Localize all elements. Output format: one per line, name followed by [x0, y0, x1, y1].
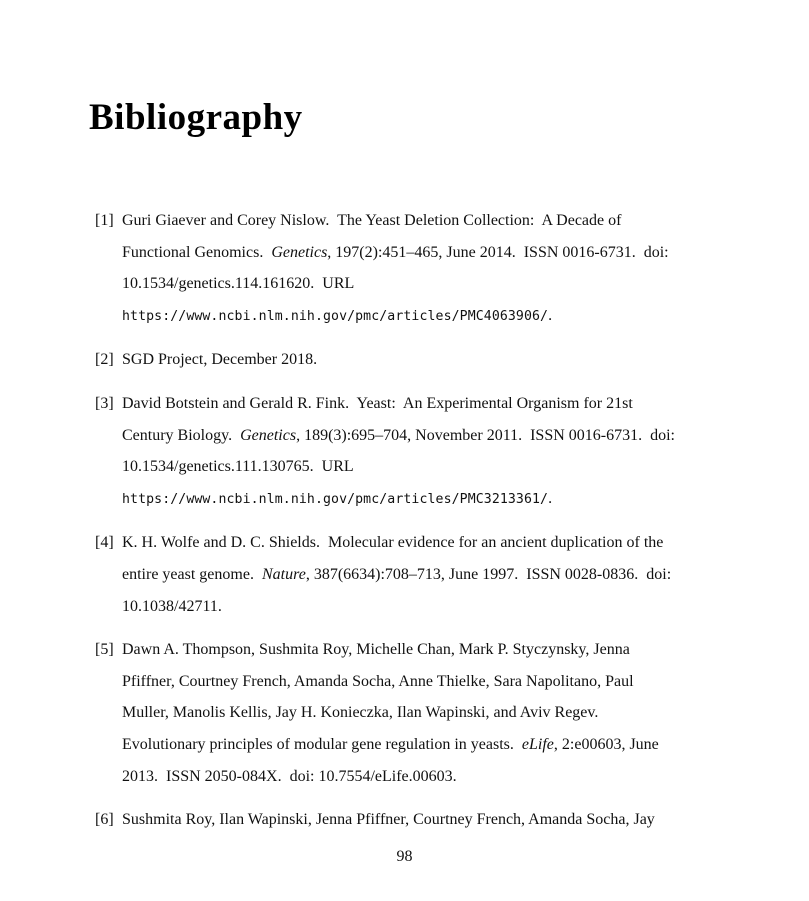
reference-text: .: [548, 489, 553, 507]
reference-text: Sushmita Roy, Ilan Wapinski, Jenna Pfiffner, Courtney French, Amanda Socha, Jay: [122, 811, 655, 829]
reference-line: [122, 634, 755, 666]
reference-text: eLife: [521, 735, 554, 753]
reference-text: Century Biology.: [122, 426, 241, 444]
reference-number: [5]: [95, 641, 114, 659]
reference-line: [122, 451, 755, 483]
reference-line: [122, 420, 755, 452]
reference-line: [122, 483, 755, 516]
reference-text: 10.1038/42711.: [122, 597, 222, 615]
reference-line: [122, 591, 755, 623]
reference-text: Genetics: [240, 426, 297, 444]
reference-text: , 189(3):695–704, November 2011. ISSN 0016-6731. doi:: [296, 426, 675, 444]
reference-line: [122, 388, 755, 420]
reference-text: , 2:e00603, June: [553, 735, 659, 753]
reference-text: , 197(2):451–465, June 2014. ISSN 0016-6731. doi:: [327, 243, 669, 261]
reference-number: [4]: [95, 534, 114, 552]
reference-text: Functional Genomics.: [122, 243, 272, 261]
reference-text: David Botstein and Gerald R. Fink. Yeast: An Experimental Organism for 21st: [122, 394, 633, 412]
reference-body: [122, 804, 755, 836]
reference-text: entire yeast genome.: [122, 565, 262, 583]
reference-line: [122, 729, 755, 761]
references-list: [95, 205, 755, 848]
reference-line: [122, 666, 755, 698]
reference-line: [122, 527, 755, 559]
reference-line: [122, 697, 755, 729]
reference-number: [3]: [95, 394, 114, 412]
reference-number: [1]: [95, 212, 114, 229]
page-number: 98: [396, 848, 413, 865]
reference-text: Genetics: [271, 243, 328, 261]
reference-item: [95, 634, 755, 792]
reference-text: Pfiffner, Courtney French, Amanda Socha, Anne Thielke, Sara Napolitano, Paul: [122, 672, 634, 690]
reference-body: [122, 388, 755, 515]
chapter-heading: Bibliography: [89, 97, 303, 138]
reference-text: , 387(6634):708–713, June 1997. ISSN 0028-0836. doi:: [305, 565, 672, 583]
reference-line: [122, 268, 755, 300]
reference-text: Guri Giaever and Corey Nislow. The Yeast Deletion Collection: A Decade of: [122, 212, 622, 229]
reference-text: Evolutionary principles of modular gene regulation in yeasts.: [122, 735, 522, 753]
reference-text: Muller, Manolis Kellis, Jay H. Konieczka, Ilan Wapinski, and Aviv Regev.: [122, 704, 599, 722]
reference-item: [95, 527, 755, 622]
reference-line: [122, 205, 755, 237]
reference-text: K. H. Wolfe and D. C. Shields. Molecular evidence for an ancient duplication of the: [122, 534, 664, 552]
reference-item: [95, 205, 755, 332]
reference-line: [122, 300, 755, 333]
reference-body: [122, 634, 755, 792]
reference-text: Nature: [261, 565, 306, 583]
reference-url: https://www.ncbi.nlm.nih.gov/pmc/articles/PMC3213361/: [122, 491, 549, 507]
reference-text: 10.1534/genetics.111.130765. URL: [122, 458, 354, 476]
reference-url: https://www.ncbi.nlm.nih.gov/pmc/articles/PMC4063906/: [122, 308, 549, 324]
reference-item: [95, 804, 755, 836]
reference-text: .: [548, 306, 553, 324]
reference-body: [122, 527, 755, 622]
reference-number: [2]: [95, 351, 114, 369]
reference-text: Dawn A. Thompson, Sushmita Roy, Michelle Chan, Mark P. Styczynsky, Jenna: [122, 641, 630, 659]
reference-line: [122, 761, 755, 793]
reference-text: 2013. ISSN 2050-084X. doi: 10.7554/eLife.00603.: [122, 767, 457, 785]
reference-line: [122, 559, 755, 591]
reference-body: [122, 205, 755, 332]
reference-text: 10.1534/genetics.114.161620. URL: [122, 275, 355, 293]
reference-line: [122, 237, 755, 269]
reference-line: [122, 344, 755, 376]
reference-item: [95, 344, 755, 376]
reference-number: [6]: [95, 811, 114, 829]
reference-body: [122, 344, 755, 376]
reference-line: [122, 804, 755, 836]
reference-text: SGD Project, December 2018.: [122, 351, 318, 369]
reference-item: [95, 388, 755, 515]
